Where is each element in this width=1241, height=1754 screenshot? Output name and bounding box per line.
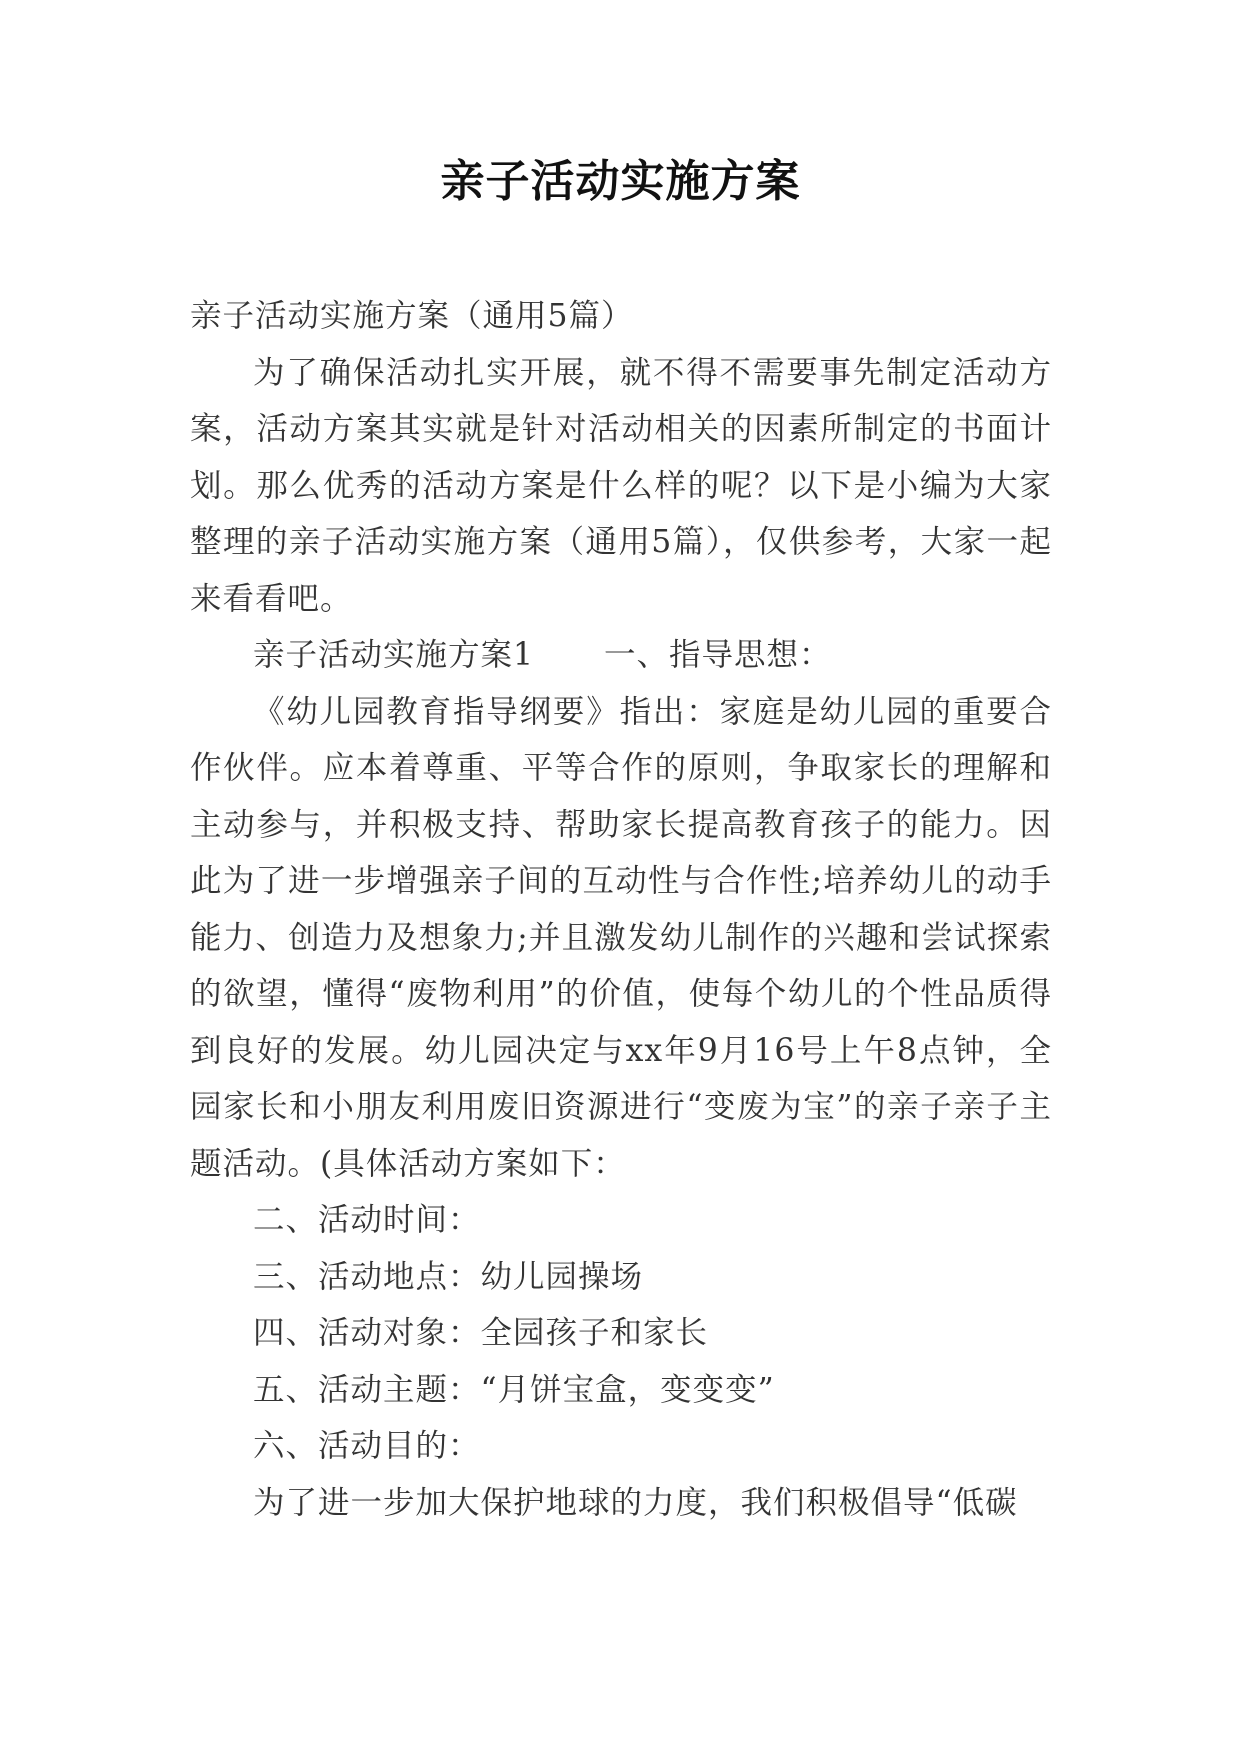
- intro-paragraph: 为了确保活动扎实开展，就不得不需要事先制定活动方案，活动方案其实就是针对活动相关的因素所制定的书面计划。那么优秀的活动方案是什么样的呢？以下是小编为大家整理的亲子活动实施方案（通用5篇），仅供参考，大家一起来看看吧。: [190, 354, 1052, 617]
- guiding-paragraph: 《幼儿园教育指导纲要》指出：家庭是幼儿园的重要合作伙伴。应本着尊重、平等合作的原则，争取家长的理解和主动参与，并积极支持、帮助家长提高教育孩子的能力。因此为了进一步增强亲子间的互动性与合作性;培养幼儿的动手能力、创造力及想象力;并且激发幼儿制作的兴趣和尝试探索的欲望，懂得“废物利用”的价值，使每个幼儿的个性品质得到良好的发展。幼儿园决定与xx年9月16号上午8点钟，全园家长和小朋友利用废旧资源进行“变废为宝”的亲子亲子主题活动。(具体活动方案如下：: [190, 693, 1052, 1182]
- activity-location: 三、活动地点：幼儿园操场: [253, 1258, 644, 1295]
- document-title: 亲子活动实施方案: [440, 156, 801, 207]
- activity-participants: 四、活动对象：全园孩子和家长: [253, 1315, 709, 1351]
- section-heading-line: [190, 627, 1052, 684]
- section-heading: 一、指导思想：: [604, 637, 832, 673]
- section-label: 亲子活动实施方案1: [253, 637, 535, 673]
- subtitle-paragraph: 亲子活动实施方案（通用5篇）: [190, 298, 634, 334]
- activity-time: 二、活动时间：: [253, 1202, 481, 1238]
- document-body: [190, 288, 1052, 1531]
- activity-purpose: 六、活动目的：: [253, 1428, 481, 1464]
- activity-theme: 五、活动主题：“月饼宝盒，变变变”: [253, 1371, 775, 1408]
- purpose-paragraph: 为了进一步加大保护地球的力度，我们积极倡导“低碳: [253, 1484, 1018, 1521]
